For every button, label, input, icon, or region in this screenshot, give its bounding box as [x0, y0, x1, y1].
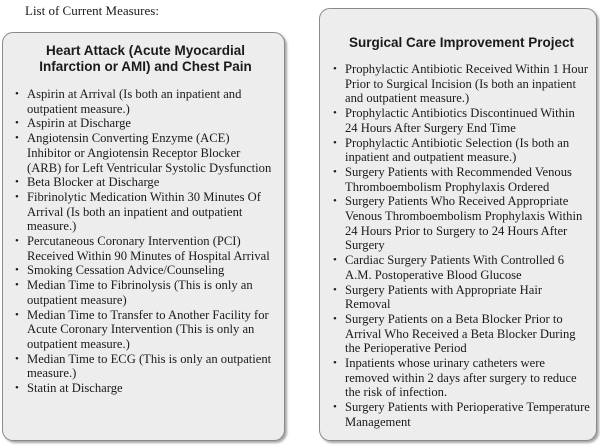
bullet-icon: • [15, 279, 19, 292]
bullet-icon: • [15, 132, 19, 145]
list-item [333, 356, 590, 400]
measure-text: Surgery Patients Who Received Appropriate Venous Thromboembolism Prophylaxis Within 24 Hours Prior to Surgery to 24 Hours After Surgery [345, 194, 583, 253]
list-item [333, 136, 590, 165]
list-item [15, 234, 276, 263]
bullet-icon: • [15, 88, 19, 100]
bullet-icon: • [15, 190, 19, 203]
bullet-icon: • [333, 357, 337, 370]
measure-text: Inpatients whose urinary catheters were removed within 2 days after surgery to reduce the risk of infection. [345, 356, 577, 400]
bullet-icon: • [15, 264, 19, 277]
measure-text: Surgery Patients with Appropriate Hair Removal [345, 282, 543, 312]
measure-text: Median Time to Fibrinolysis (This is only an outpatient measure) [27, 278, 253, 307]
list-item [333, 106, 590, 135]
measure-text: Median Time to Transfer to Another Facility for Acute Coronary Intervention (This is only an outpatient measure.) [27, 307, 269, 351]
bullet-icon: • [333, 165, 337, 178]
bullet-icon: • [333, 312, 337, 325]
surgical-care-measures-box [319, 8, 597, 441]
list-item [15, 352, 276, 381]
list-item [15, 381, 276, 396]
measure-text: Beta Blocker at Discharge [27, 175, 160, 190]
measure-text: Prophylactic Antibiotics Discontinued Within 24 Hours After Surgery End Time [345, 106, 575, 135]
list-item [15, 308, 276, 352]
bullet-icon: • [15, 382, 19, 395]
bullet-icon: • [333, 254, 337, 267]
measure-text: Fibrinolytic Medication Within 30 Minutes Of Arrival (Is both an inpatient and outpatient measure.) [27, 189, 261, 234]
list-item [333, 165, 590, 194]
bullet-icon: • [15, 308, 19, 321]
measure-text: Cardiac Surgery Patients With Controlled 6 A.M. Postoperative Blood Glucose [345, 253, 565, 282]
measure-text: Prophylactic Antibiotic Selection (Is both an inpatient and outpatient measure.) [345, 135, 570, 165]
list-item [333, 62, 590, 106]
measure-text: Smoking Cessation Advice/Counseling [27, 263, 225, 278]
bullet-icon: • [15, 235, 19, 248]
heart-attack-measures-box [2, 32, 285, 441]
list-item [15, 263, 276, 278]
measure-text: Surgery Patients with Recommended Venous Thromboembolism Prophylaxis Ordered [345, 164, 572, 194]
measure-text: Angiotensin Converting Enzyme (ACE) Inhibitor or Angiotensin Receptor Blocker (ARB) for Left Ventricular Systolic Dysfunction [27, 131, 272, 175]
list-item [15, 278, 276, 307]
bullet-icon: • [333, 136, 337, 149]
list-item [15, 116, 276, 131]
bullet-icon: • [15, 117, 19, 130]
bullet-icon: • [15, 176, 19, 189]
surgical-care-title: Surgical Care Improvement Project [348, 35, 575, 50]
measure-text: Median Time to ECG (This is only an outpatient measure.) [27, 351, 272, 381]
list-item [333, 312, 590, 356]
measure-text: Aspirin at Arrival (Is both an inpatient and outpatient measure.) [27, 87, 242, 116]
bullet-icon: • [333, 401, 337, 414]
list-item [15, 87, 276, 116]
measure-text: Surgery Patients on a Beta Blocker Prior to Arrival Who Received a Beta Blocker During the Perioperative Period [345, 311, 576, 356]
measure-text: Prophylactic Antibiotic Received Within 1 Hour Prior to Surgical Incision (Is both an inpatient and outpatient measure.) [345, 62, 589, 106]
list-item [15, 131, 276, 175]
list-item [15, 175, 276, 190]
list-item [333, 253, 590, 282]
heart-attack-title: Heart Attack (Acute Myocardial Infarction or AMI) and Chest Pain [39, 43, 252, 74]
measure-text: Surgery Patients with Perioperative Temperature Management [345, 400, 590, 429]
bullet-icon: • [15, 352, 19, 365]
bullet-icon: • [333, 283, 337, 296]
list-item [333, 283, 590, 312]
bullet-icon: • [333, 195, 337, 208]
measure-text: Aspirin at Discharge [27, 116, 131, 131]
page-caption: List of Current Measures: [25, 3, 159, 18]
bullet-icon: • [333, 63, 337, 75]
heart-attack-measure-list [15, 87, 276, 396]
list-item [15, 190, 276, 234]
list-item [333, 194, 590, 253]
bullet-icon: • [333, 107, 337, 120]
measure-text: Percutaneous Coronary Intervention (PCI) Received Within 90 Minutes of Hospital Arrival [27, 234, 270, 263]
list-item [333, 400, 590, 429]
surgical-care-measure-list [333, 62, 590, 430]
measure-text: Statin at Discharge [27, 381, 123, 396]
